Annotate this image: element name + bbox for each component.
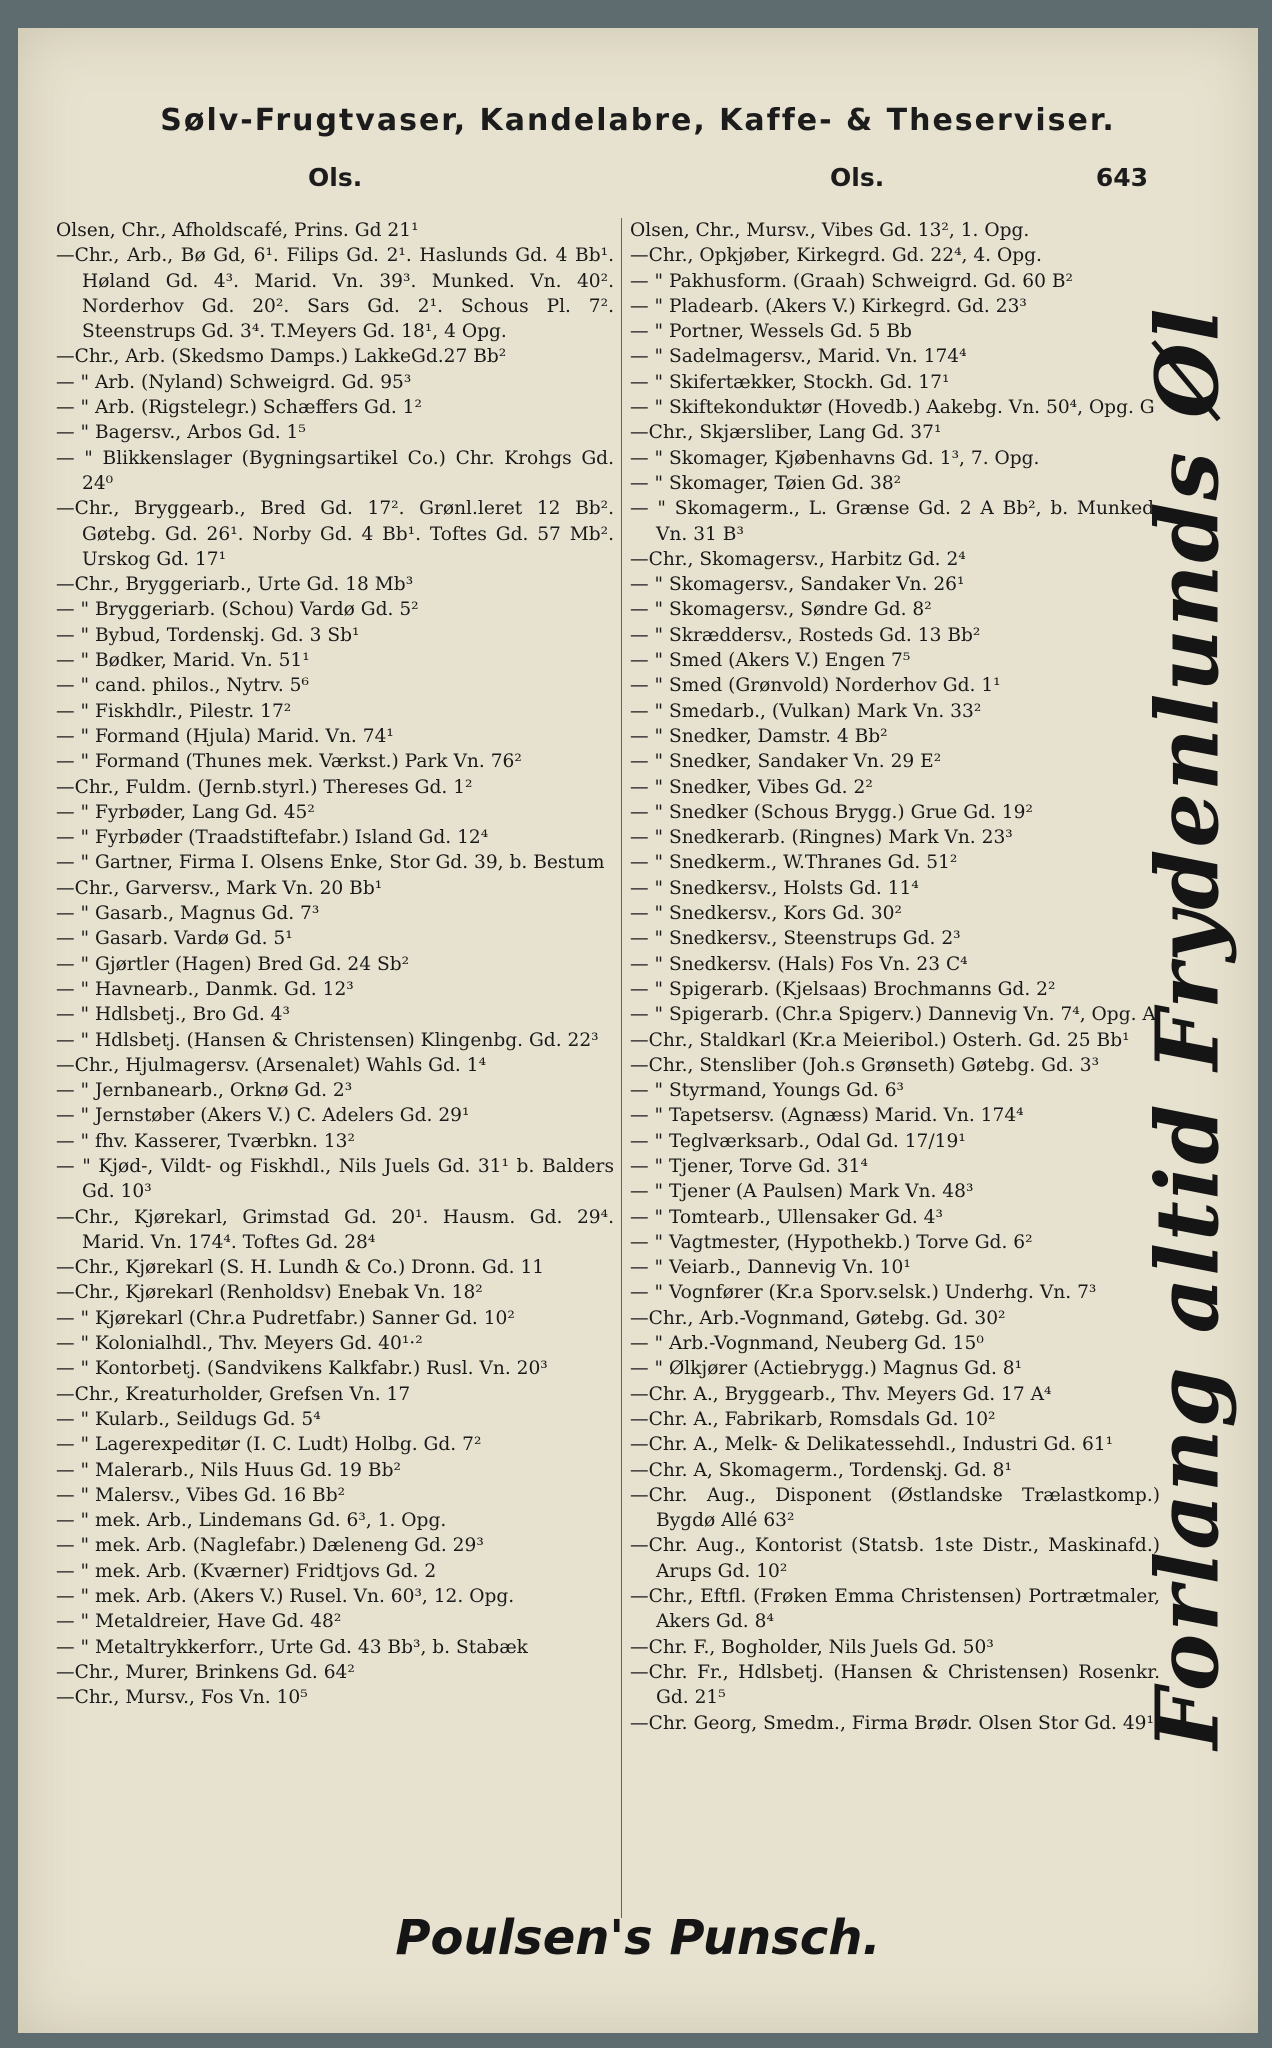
directory-entry: —Chr. A., Melk- & Delikatessehdl., Industri Gd. 61¹ — [630, 1434, 1114, 1456]
directory-entry: — " Tjener, Torve Gd. 31⁴ — [630, 1155, 868, 1177]
directory-entry: —Chr., Hjulmagersv. (Arsenalet) Wahls Gd. 1⁴ — [56, 1054, 487, 1076]
directory-entry: —Chr., Skjærsliber, Lang Gd. 37¹ — [630, 422, 942, 444]
directory-entry: — " Kjørekarl (Chr.a Pudretfabr.) Sanner Gd. 10² — [56, 1307, 515, 1329]
directory-entry: — " Gasarb., Magnus Gd. 7³ — [56, 903, 320, 925]
directory-entry: —Chr., Murer, Brinkens Gd. 64² — [56, 1661, 355, 1683]
directory-entry: — " mek. Arb. (Akers V.) Rusel. Vn. 60³, 12. Opg. — [56, 1586, 515, 1608]
column-divider — [621, 218, 622, 1918]
directory-entry: — " Skomagersv., Sandaker Vn. 26¹ — [630, 574, 965, 596]
directory-entry: — " Arb.-Vognmand, Neuberg Gd. 15⁰ — [630, 1333, 984, 1355]
directory-entry: — " Gartner, Firma I. Olsens Enke, Stor Gd. 39, b. Bestum — [56, 852, 605, 874]
directory-entry: — " Skomagerm., L. Grænse Gd. 2 A Bb², b. Munked. Vn. 31 B³ — [630, 498, 1160, 545]
directory-entry: — " Jernstøber (Akers V.) C. Adelers Gd. 29¹ — [56, 1105, 470, 1127]
left-column — [56, 218, 614, 1711]
directory-entry: — " Bybud, Tordenskj. Gd. 3 Sb¹ — [56, 624, 360, 646]
directory-entry: — " Skiftekonduktør (Hovedb.) Aakebg. Vn. 50⁴, Opg. G — [630, 397, 1155, 419]
directory-entry: — " Hdlsbetj. (Hansen & Christensen) Klingenbg. Gd. 22³ — [56, 1029, 599, 1051]
directory-entry: — " Fyrbøder, Lang Gd. 45² — [56, 801, 315, 823]
directory-entry: — " Tapetsersv. (Agnæss) Marid. Vn. 174⁴ — [630, 1105, 1024, 1127]
directory-entry: —Chr., Kjørekarl (S. H. Lundh & Co.) Dronn. Gd. 11 — [56, 1257, 545, 1279]
directory-entry: — " Ølkjører (Actiebrygg.) Magnus Gd. 8¹ — [630, 1358, 1023, 1380]
directory-entry: — " Kjød-, Vildt- og Fiskhdl., Nils Juels Gd. 31¹ b. Balders Gd. 10³ — [56, 1155, 614, 1203]
directory-entry: — " Jernbanearb., Orknø Gd. 2³ — [56, 1080, 353, 1102]
directory-entry: — " Kontorbetj. (Sandvikens Kalkfabr.) Rusl. Vn. 20³ — [56, 1358, 548, 1380]
directory-entry: — " Blikkenslager (Bygningsartikel Co.) Chr. Krohgs Gd. 24⁰ — [56, 447, 614, 494]
directory-entry: — " Teglværksarb., Odal Gd. 17/19¹ — [630, 1130, 966, 1152]
directory-entry: — " Skomager, Tøien Gd. 38² — [630, 472, 902, 494]
directory-entry: —Chr. Fr., Hdlsbetj. (Hansen & Christensen) Rosenkr. Gd. 21⁵ — [630, 1661, 1160, 1709]
directory-entry: —Chr. A., Bryggearb., Thv. Meyers Gd. 17 A⁴ — [630, 1383, 1052, 1405]
directory-entry: —Chr., Kjørekarl (Renholdsv) Enebak Vn. 18² — [56, 1282, 483, 1304]
directory-entry: — " Vagtmester, (Hypothekb.) Torve Gd. 6² — [630, 1231, 1033, 1253]
directory-entry: —Chr., Fuldm. (Jernb.styrl.) Thereses Gd. 1² — [56, 776, 473, 798]
directory-entry: —Chr., Arb., Bø Gd, 6¹. Filips Gd. 2¹. Haslunds Gd. 4 Bb¹. Høland Gd. 4³. Marid. Vn. 39³. Munked. Vn. 40². Norderhov Gd. 20². Sars Gd. 2¹. Schous Pl. 7². Steenstrups Gd. 3⁴. T.Meyers Gd. 18¹, 4 Opg. — [56, 245, 614, 343]
directory-entry: — " Havnearb., Danmk. Gd. 12³ — [56, 978, 354, 1000]
directory-entry: — " Lagerexpeditør (I. C. Ludt) Holbg. Gd. 7² — [56, 1434, 482, 1456]
directory-entry: — " Snedker, Vibes Gd. 2² — [630, 776, 873, 798]
directory-entry: — " Skifertækker, Stockh. Gd. 17¹ — [630, 371, 950, 393]
directory-entry: — " mek. Arb., Lindemans Gd. 6³, 1. Opg. — [56, 1510, 447, 1532]
directory-entry: — " Gjørtler (Hagen) Bred Gd. 24 Sb² — [56, 953, 410, 975]
directory-entry: —Chr., Stensliber (Joh.s Grønseth) Gøtebg. Gd. 3³ — [630, 1054, 1100, 1076]
directory-entry: — " Malersv., Vibes Gd. 16 Bb² — [56, 1484, 346, 1506]
directory-entry: — " Snedkerm., W.Thranes Gd. 51² — [630, 852, 958, 874]
directory-entry: — " Kolonialhdl., Thv. Meyers Gd. 40¹·² — [56, 1333, 423, 1355]
directory-entry: —Chr. Aug., Disponent (Østlandske Trælastkomp.) Bygdø Allé 63² — [630, 1484, 1160, 1532]
directory-entry: — " mek. Arb. (Naglefabr.) Dæleneng Gd. 29³ — [56, 1535, 484, 1557]
directory-entry: Olsen, Chr., Afholdscafé, Prins. Gd 21¹ — [56, 220, 419, 241]
directory-entry: —Chr., Bryggeriarb., Urte Gd. 18 Mb³ — [56, 574, 414, 596]
directory-entry: —Chr., Staldkarl (Kr.a Meieribol.) Osterh. Gd. 25 Bb¹ — [630, 1029, 1130, 1051]
directory-entry: — " Portner, Wessels Gd. 5 Bb — [630, 321, 912, 343]
directory-entry: — " Snedkerarb. (Ringnes) Mark Vn. 23³ — [630, 827, 1013, 849]
directory-entry: — " Pakhusform. (Graah) Schweigrd. Gd. 60 B² — [630, 270, 1073, 292]
header-banner: Sølv-Frugtvaser, Kandelabre, Kaffe- & Theserviser. — [160, 103, 1116, 138]
directory-entry: — " Kularb., Seildugs Gd. 5⁴ — [56, 1408, 321, 1430]
directory-entry: — " Malerarb., Nils Huus Gd. 19 Bb² — [56, 1459, 401, 1481]
directory-entry: — " Smedarb., (Vulkan) Mark Vn. 33² — [630, 700, 982, 722]
directory-entry: — " Hdlsbetj., Bro Gd. 4³ — [56, 1004, 290, 1026]
directory-entry: — " Bryggeriarb. (Schou) Vardø Gd. 5² — [56, 599, 419, 621]
directory-entry: — " Gasarb. Vardø Gd. 5¹ — [56, 928, 293, 950]
directory-entry: — " Veiarb., Dannevig Vn. 10¹ — [630, 1257, 911, 1279]
directory-entry: —Chr., Mursv., Fos Vn. 10⁵ — [56, 1687, 308, 1709]
directory-entry: — " Tomtearb., Ullensaker Gd. 4³ — [630, 1206, 943, 1228]
directory-entry: — " Arb. (Rigstelegr.) Schæffers Gd. 1² — [56, 397, 422, 419]
directory-entry: —Chr., Arb.-Vognmand, Gøtebg. Gd. 30² — [630, 1307, 1006, 1329]
directory-entry: Olsen, Chr., Mursv., Vibes Gd. 13², 1. Opg. — [630, 220, 1030, 241]
directory-entry: — " Snedker, Sandaker Vn. 29 E² — [630, 751, 942, 773]
directory-entry: — " Snedkersv., Steenstrups Gd. 2³ — [630, 928, 961, 950]
right-column-heading: Ols. — [830, 163, 885, 192]
directory-entry: — " Spigerarb. (Kjelsaas) Brochmanns Gd. 2² — [630, 978, 1056, 1000]
directory-entry: — " Tjener (A Paulsen) Mark Vn. 48³ — [630, 1181, 974, 1203]
directory-entry: — " Formand (Hjula) Marid. Vn. 74¹ — [56, 725, 394, 747]
directory-entry: — " Spigerarb. (Chr.a Spigerv.) Dannevig Vn. 7⁴, Opg. A — [630, 1004, 1156, 1026]
directory-entry: —Chr., Garversv., Mark Vn. 20 Bb¹ — [56, 877, 383, 899]
page-number: 643 — [1095, 163, 1148, 192]
directory-entry: — " Metaltrykkerforr., Urte Gd. 43 Bb³, b. Stabæk — [56, 1636, 528, 1658]
directory-entry: —Chr. Aug., Kontorist (Statsb. 1ste Distr., Maskinafd.) Arups Gd. 10² — [630, 1535, 1160, 1582]
directory-entry: — " Smed (Grønvold) Norderhov Gd. 1¹ — [630, 675, 1001, 697]
directory-entry: —Chr., Kjørekarl, Grimstad Gd. 20¹. Hausm. Gd. 29⁴. Marid. Vn. 174⁴. Toftes Gd. 28⁴ — [56, 1206, 614, 1253]
directory-page — [18, 28, 1258, 2033]
directory-entry: — " Snedker, Damstr. 4 Bb² — [630, 725, 888, 747]
directory-entry: — " Formand (Thunes mek. Værkst.) Park Vn. 76² — [56, 751, 522, 773]
right-column — [630, 218, 1160, 1736]
directory-entry: — " Fiskhdlr., Pilestr. 17² — [56, 700, 292, 722]
directory-entry: — " Vognfører (Kr.a Sporv.selsk.) Underhg. Vn. 7³ — [630, 1282, 1097, 1304]
directory-entry: — " Arb. (Nyland) Schweigrd. Gd. 95³ — [56, 371, 412, 393]
directory-entry: — " Sadelmagersv., Marid. Vn. 174⁴ — [630, 346, 967, 368]
directory-entry: —Chr., Eftfl. (Frøken Emma Christensen) Portrætmaler, Akers Gd. 8⁴ — [630, 1586, 1160, 1633]
directory-entry: — " Fyrbøder (Traadstiftefabr.) Island Gd. 12⁴ — [56, 827, 489, 849]
side-advertisement: Forlang altid Frydenlunds Øl — [1137, 306, 1239, 1750]
directory-entry: —Chr., Skomagersv., Harbitz Gd. 2⁴ — [630, 548, 966, 570]
directory-entry: — " fhv. Kasserer, Tværbkn. 13² — [56, 1130, 355, 1152]
directory-entry: — " Pladearb. (Akers V.) Kirkegrd. Gd. 23³ — [630, 295, 1027, 317]
directory-entry: — " Styrmand, Youngs Gd. 6³ — [630, 1080, 905, 1102]
directory-entry: — " Bødker, Marid. Vn. 51¹ — [56, 650, 310, 672]
directory-entry: —Chr. A, Skomagerm., Tordenskj. Gd. 8¹ — [630, 1459, 1012, 1481]
directory-entry: — " mek. Arb. (Kværner) Fridtjovs Gd. 2 — [56, 1560, 437, 1582]
directory-entry: — " Skomagersv., Søndre Gd. 8² — [630, 599, 932, 621]
directory-entry: — " Skomager, Kjøbenhavns Gd. 1³, 7. Opg. — [630, 447, 1040, 469]
directory-entry: — " Snedkersv., Kors Gd. 30² — [630, 903, 902, 925]
directory-entry: — " Bagersv., Arbos Gd. 1⁵ — [56, 422, 306, 444]
directory-entry: — " Snedker (Schous Brygg.) Grue Gd. 19² — [630, 801, 1033, 823]
directory-entry: — " Snedkersv. (Hals) Fos Vn. 23 C⁴ — [630, 953, 968, 975]
footer-advertisement: Poulsen's Punsch. — [395, 1910, 881, 1966]
directory-entry: —Chr. Georg, Smedm., Firma Brødr. Olsen Stor Gd. 49¹ — [630, 1712, 1154, 1734]
directory-entry: — " Metaldreier, Have Gd. 48² — [56, 1611, 342, 1633]
directory-entry: —Chr., Arb. (Skedsmo Damps.) LakkeGd.27 Bb² — [56, 346, 507, 368]
directory-entry: —Chr., Kreaturholder, Grefsen Vn. 17 — [56, 1383, 411, 1405]
directory-entry: —Chr., Opkjøber, Kirkegrd. Gd. 22⁴, 4. Opg. — [630, 245, 1042, 267]
directory-entry: — " Smed (Akers V.) Engen 7⁵ — [630, 650, 911, 672]
directory-entry: — " cand. philos., Nytrv. 5⁶ — [56, 675, 309, 697]
directory-entry: — " Snedkersv., Holsts Gd. 11⁴ — [630, 877, 919, 899]
directory-entry: —Chr. F., Bogholder, Nils Juels Gd. 50³ — [630, 1636, 994, 1658]
directory-entry: —Chr. A., Fabrikarb, Romsdals Gd. 10² — [630, 1408, 996, 1430]
directory-entry: —Chr., Bryggearb., Bred Gd. 17². Grønl.leret 12 Bb². Gøtebg. Gd. 26¹. Norby Gd. 4 Bb¹. Toftes Gd. 57 Mb². Urskog Gd. 17¹ — [56, 498, 614, 570]
left-column-heading: Ols. — [308, 163, 363, 192]
directory-entry: — " Skræddersv., Rosteds Gd. 13 Bb² — [630, 624, 981, 646]
